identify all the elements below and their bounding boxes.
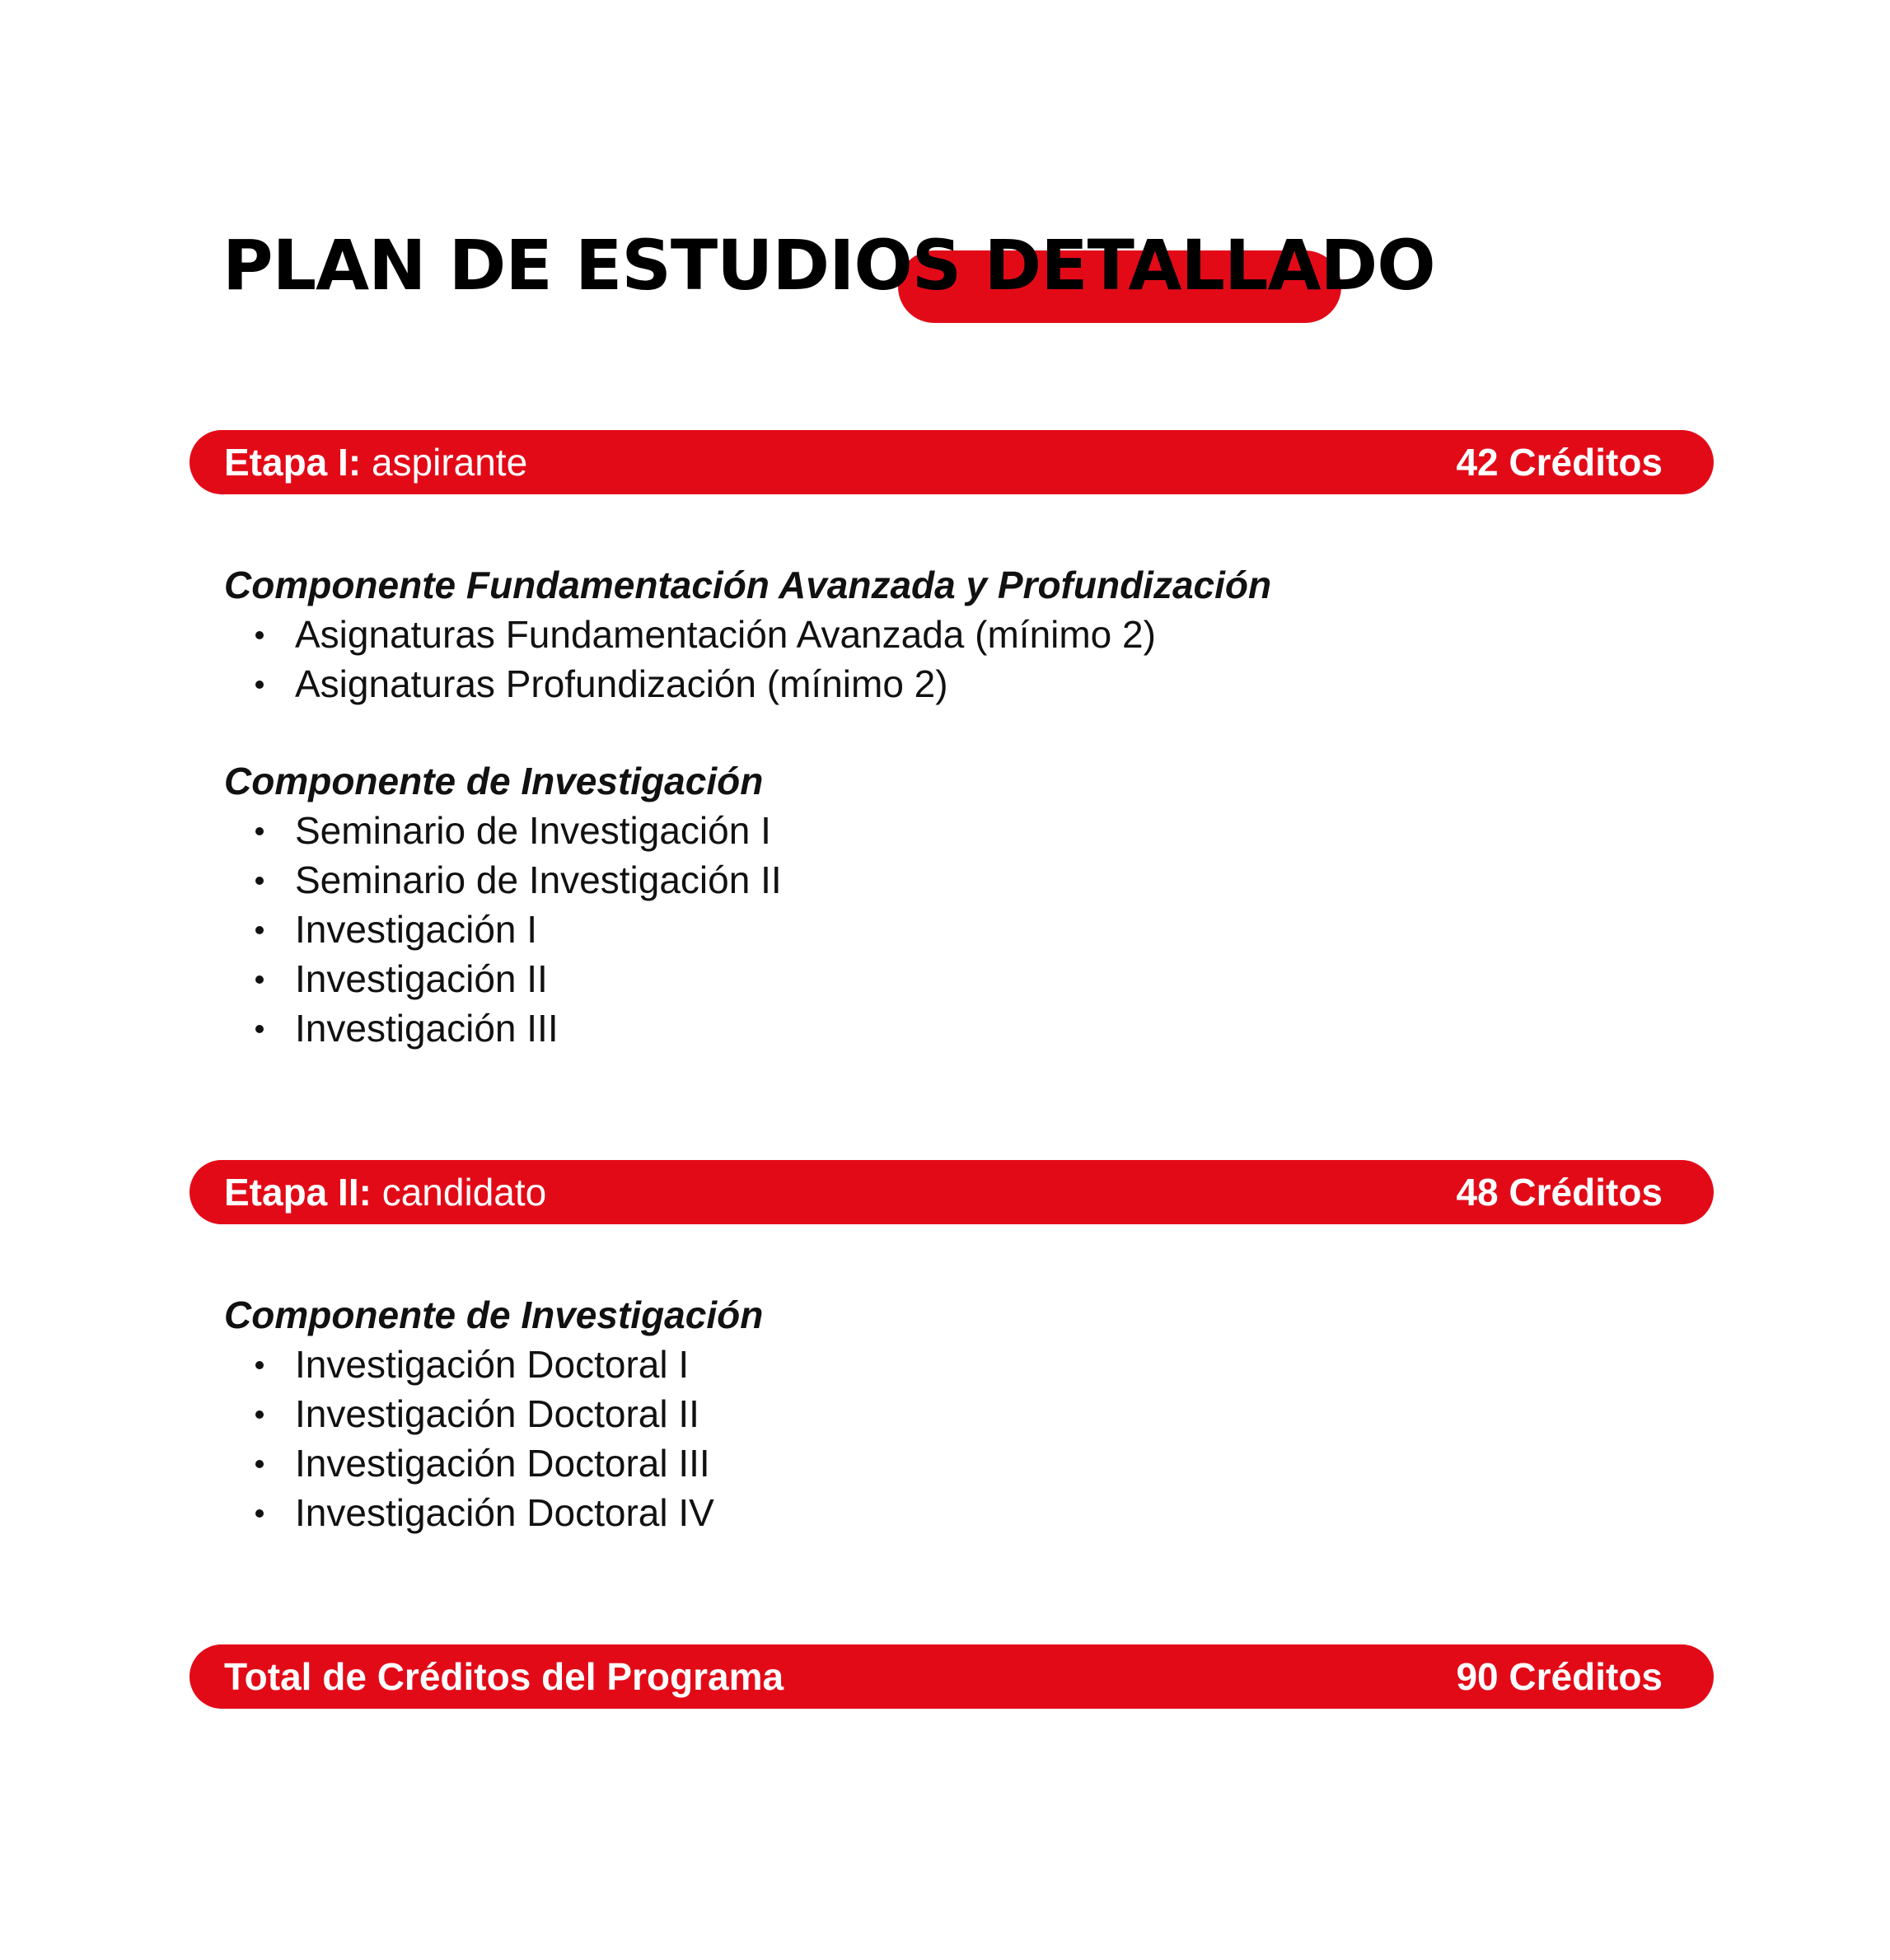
stage-1-label-bold: Etapa I: — [224, 441, 362, 484]
component-list — [249, 1340, 714, 1537]
list-item: Asignaturas Fundamentación Avanzada (mínimo 2) — [249, 610, 1156, 659]
stage-1-label — [224, 430, 527, 494]
stage-1-label-light: aspirante — [371, 441, 528, 484]
stage-1-credits: 42 Créditos — [1456, 441, 1663, 484]
list-item: Investigación Doctoral IV — [249, 1488, 714, 1537]
list-item: Seminario de Investigación I — [249, 806, 782, 855]
page-title — [222, 225, 1435, 306]
list-item: Investigación II — [249, 954, 782, 1003]
component-list — [249, 610, 1156, 709]
total-credits-bar — [189, 1644, 1714, 1709]
stage-2-label-bold: Etapa II: — [224, 1171, 372, 1214]
total-credits: 90 Créditos — [1456, 1655, 1663, 1698]
component-title: Componente Fundamentación Avanzada y Profundización — [224, 564, 1272, 606]
list-item: Seminario de Investigación II — [249, 855, 782, 905]
component-list — [249, 806, 782, 1053]
list-item: Asignaturas Profundización (mínimo 2) — [249, 659, 1156, 709]
stage-2-credits: 48 Créditos — [1456, 1171, 1663, 1214]
stage-2-label-light: candidato — [381, 1171, 547, 1214]
list-item: Investigación Doctoral I — [249, 1340, 714, 1389]
stage-1-bar — [189, 430, 1714, 494]
total-label: Total de Créditos del Programa — [224, 1655, 784, 1698]
stage-2-bar — [189, 1160, 1714, 1224]
list-item: Investigación Doctoral III — [249, 1438, 714, 1488]
page-title-plain: PLAN DE ESTUDIOS — [222, 225, 961, 306]
component-title: Componente de Investigación — [224, 1293, 764, 1336]
list-item: Investigación Doctoral II — [249, 1389, 714, 1438]
stage-2-label — [224, 1160, 546, 1224]
list-item: Investigación I — [249, 905, 782, 954]
page-title-highlight: DETALLADO — [984, 225, 1435, 306]
list-item: Investigación III — [249, 1003, 782, 1053]
component-title: Componente de Investigación — [224, 760, 764, 802]
